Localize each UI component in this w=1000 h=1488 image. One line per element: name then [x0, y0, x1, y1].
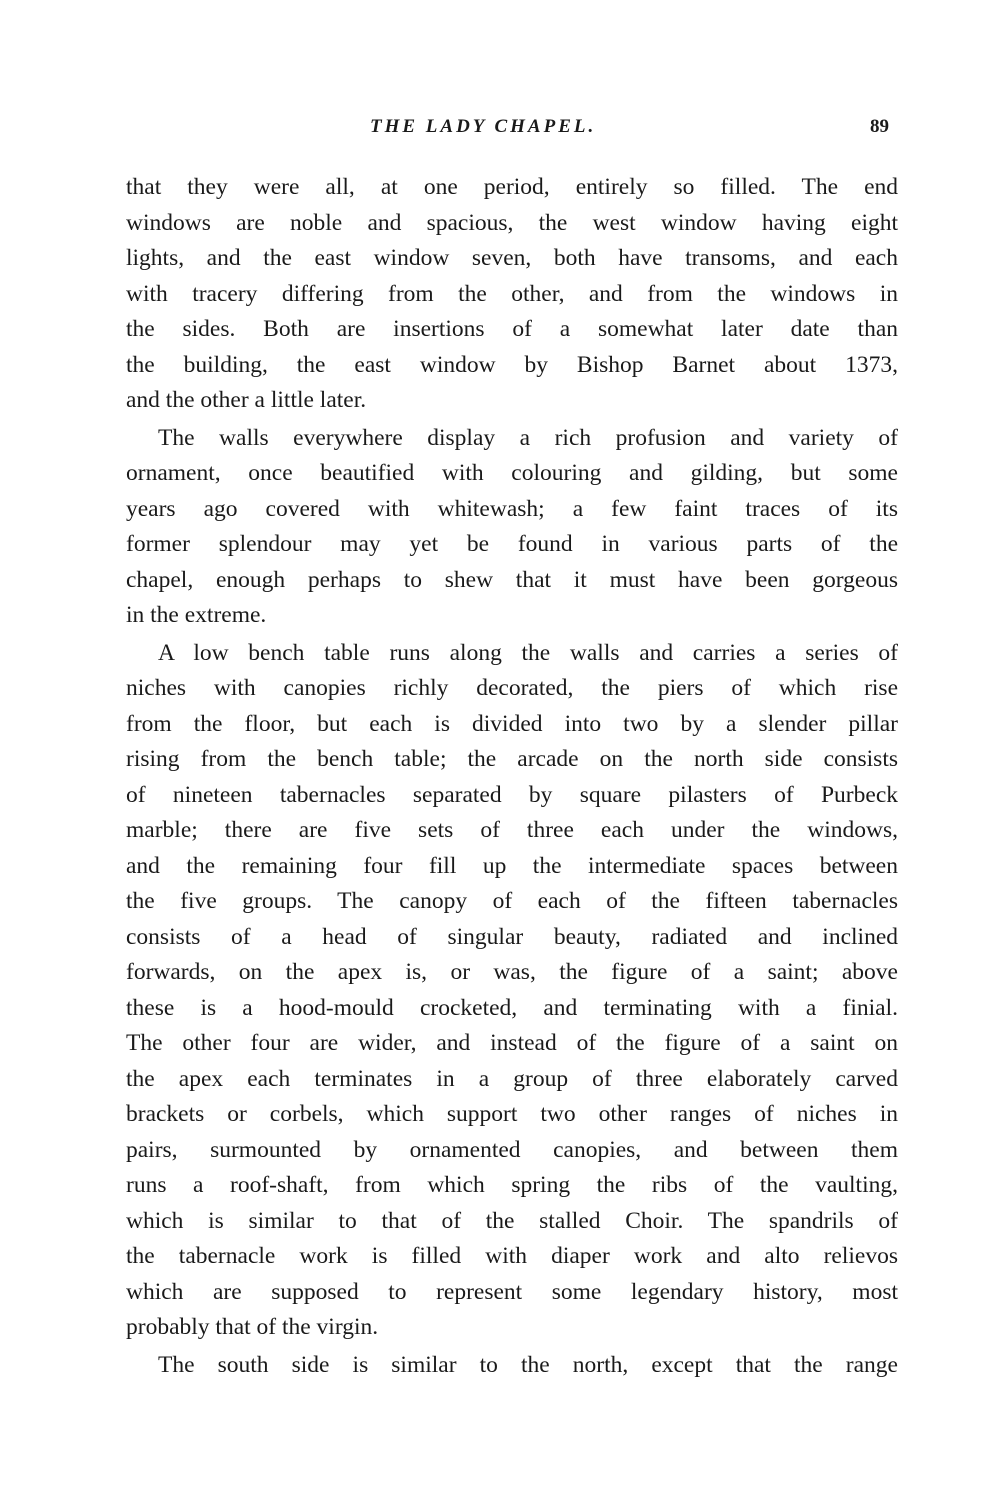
running-title: THE LADY CHAPEL.: [370, 116, 597, 137]
text-line: years ago covered with whitewash; a few faint traces of its: [126, 495, 898, 522]
text-line: the building, the east window by Bishop Barnet about 1373,: [126, 351, 898, 378]
text-line: in the extreme.: [126, 602, 267, 628]
text-line: lights, and the east window seven, both have transoms, and each: [126, 245, 898, 271]
text-line: and the remaining four fill up the intermediate spaces between: [126, 852, 898, 879]
text-line: the apex each terminates in a group of three elaborately carved: [126, 1065, 898, 1092]
text-line: with tracery differing from the other, and from the windows in: [126, 280, 898, 307]
text-line: rising from the bench table; the arcade on the north side consists: [126, 746, 898, 772]
page-number: 89: [870, 116, 889, 137]
paragraph-1: [126, 170, 898, 419]
text-line: chapel, enough perhaps to shew that it must have been gorgeous: [126, 566, 898, 593]
text-line: from the floor, but each is divided into two by a slender pillar: [126, 710, 898, 737]
text-line: which are supposed to represent some legendary history, most: [126, 1278, 898, 1305]
text-line: brackets or corbels, which support two other ranges of niches in: [126, 1101, 898, 1127]
paragraph-2: [126, 421, 898, 634]
paragraph-3: [126, 636, 898, 1346]
text-line: pairs, surmounted by ornamented canopies, and between them: [126, 1136, 898, 1163]
text-line: The walls everywhere display a rich profusion and variety of: [158, 424, 898, 451]
text-line: ornament, once beautified with colouring and gilding, but some: [126, 460, 898, 486]
text-line: The other four are wider, and instead of the figure of a saint on: [126, 1030, 898, 1056]
text-line: niches with canopies richly decorated, the piers of which rise: [126, 675, 898, 701]
text-line: runs a roof-shaft, from which spring the ribs of the vaulting,: [126, 1172, 898, 1198]
text-line: of nineteen tabernacles separated by square pilasters of Purbeck: [126, 781, 898, 808]
text-line: that they were all, at one period, entirely so filled. The end: [126, 174, 898, 200]
text-line: these is a hood-mould crocketed, and terminating with a finial.: [126, 994, 898, 1021]
text-line: probably that of the virgin.: [126, 1314, 379, 1340]
text-line: which is similar to that of the stalled Choir. The spandrils of: [126, 1207, 898, 1234]
text-line: windows are noble and spacious, the west window having eight: [126, 209, 898, 236]
text-line: former splendour may yet be found in various parts of the: [126, 531, 898, 557]
text-line: and the other a little later.: [126, 387, 367, 413]
text-line: The south side is similar to the north, except that the range: [158, 1351, 898, 1378]
text-line: the sides. Both are insertions of a somewhat later date than: [126, 316, 898, 342]
running-header: [0, 116, 1000, 146]
text-line: the five groups. The canopy of each of the fifteen tabernacles: [126, 888, 898, 914]
text-line: forwards, on the apex is, or was, the figure of a saint; above: [126, 959, 898, 985]
body-text: [126, 170, 898, 1385]
text-line: the tabernacle work is filled with diaper work and alto relievos: [126, 1243, 898, 1269]
text-line: consists of a head of singular beauty, radiated and inclined: [126, 923, 898, 950]
text-line: marble; there are five sets of three each under the windows,: [126, 817, 898, 843]
paragraph-4: [126, 1348, 898, 1384]
text-line: A low bench table runs along the walls and carries a series of: [158, 639, 898, 666]
